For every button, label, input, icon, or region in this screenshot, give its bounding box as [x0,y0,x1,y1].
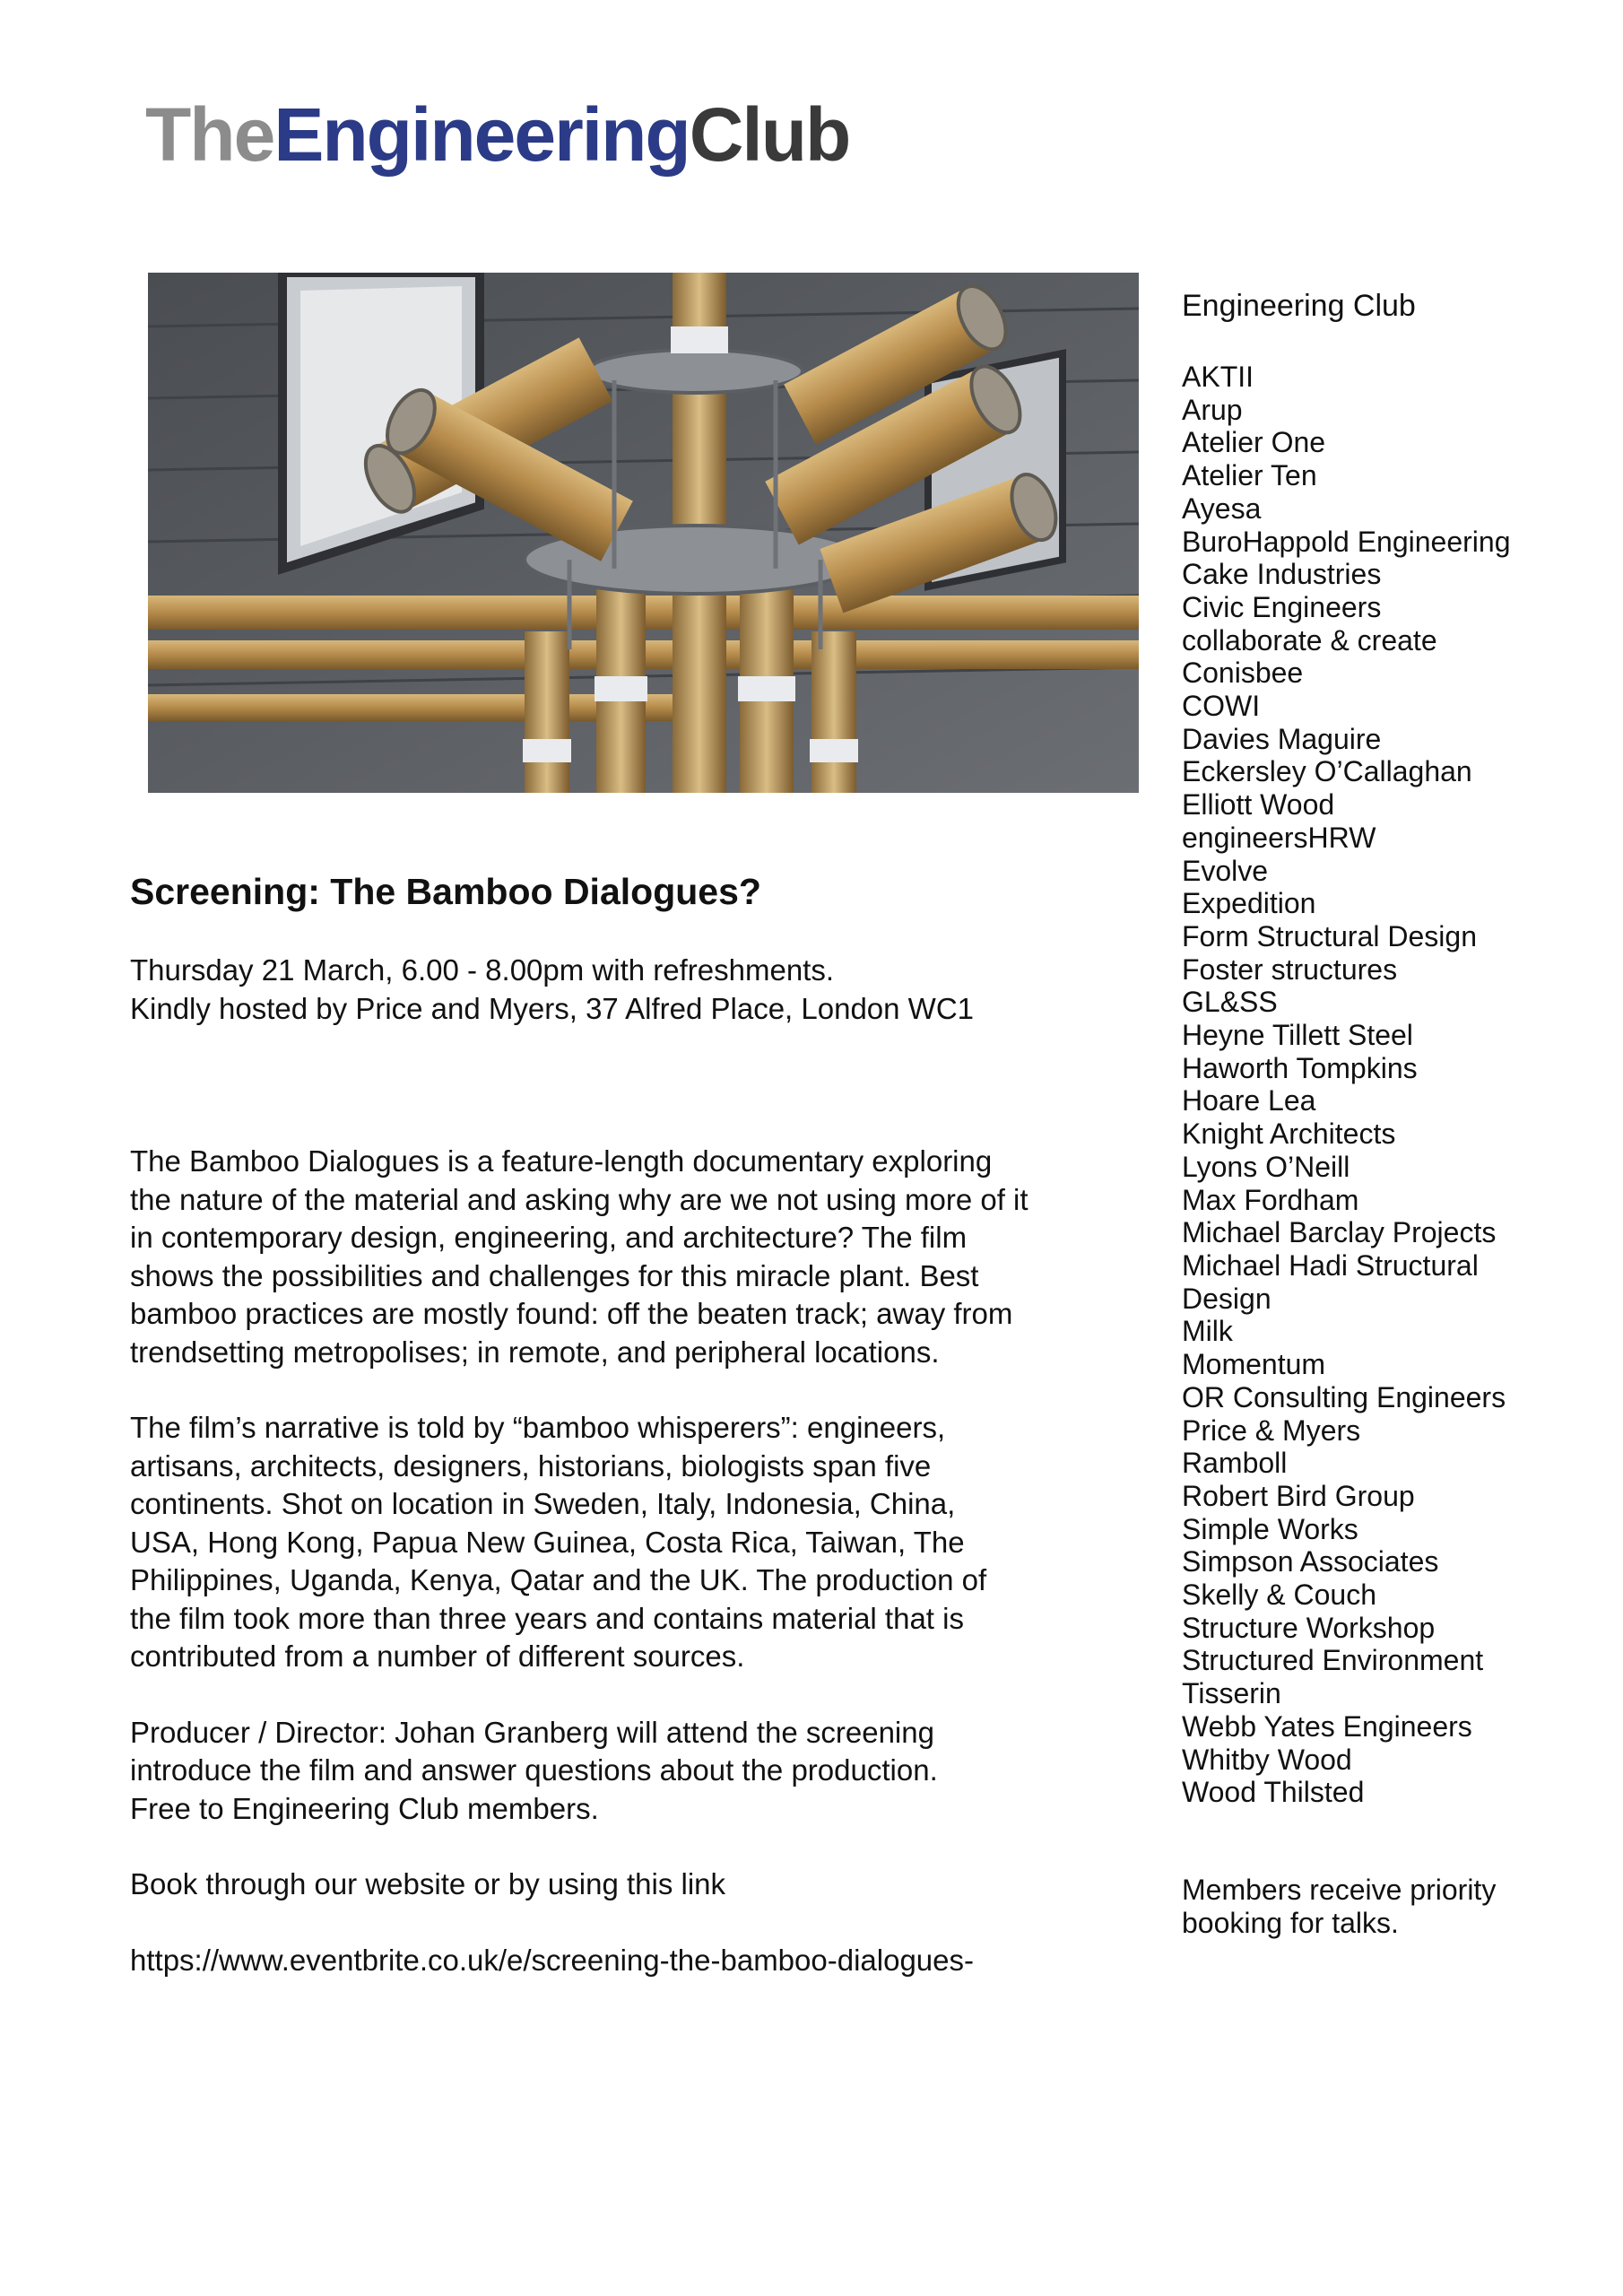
member-item: Heyne Tillett Steel [1182,1019,1413,1052]
booking-text: Book through our website or by using this link [130,1867,726,1901]
member-item: Hoare Lea [1182,1084,1316,1118]
member-item: Form Structural Design [1182,919,1477,952]
member-item: Arup [1182,393,1243,426]
member-item: Webb Yates Engineers [1182,1709,1472,1743]
member-note [1182,1874,1603,1940]
member-item: Momentum [1182,1348,1326,1381]
description-line: artisans, architects, designers, historians, biologists span five [130,1448,932,1483]
member-item: Atelier Ten [1182,459,1317,492]
member-item: Milk [1182,1315,1233,1348]
member-item: Cake Industries [1182,558,1382,591]
member-item: COWI [1182,690,1261,723]
event-date: Thursday 21 March, 6.00 - 8.00pm with refreshments. [130,953,835,987]
event-title: Screening: The Bamboo Dialogues? [130,871,761,912]
member-item: Expedition [1182,887,1316,920]
member-item: Simpson Associates [1182,1545,1439,1578]
bamboo-structure-photo [148,273,1139,793]
description-line: bamboo practices are mostly found: off the beaten track; away from [130,1297,1013,1331]
producer-line: Free to Engineering Club members. [130,1791,599,1825]
member-item: Price & Myers [1182,1413,1361,1447]
member-item: Elliott Wood [1182,788,1335,822]
member-item: Davies Maguire [1182,722,1382,755]
event-details [130,870,1161,1979]
site-logo [145,92,850,177]
member-item: Design [1182,1282,1271,1315]
bamboo-structure-illustration [148,273,1139,793]
description-line: the nature of the material and asking why are we not using more of it [130,1182,1028,1216]
description-line: The Bamboo Dialogues is a feature-length documentary exploring [130,1144,993,1178]
description-line: the film took more than three years and contains material that is [130,1601,964,1635]
member-item: Civic Engineers [1182,590,1382,623]
member-list [1182,361,1603,1809]
description-line: in contemporary design, engineering, and architecture? The film [130,1221,968,1255]
member-item: Evolve [1182,854,1269,887]
logo-part-club: Club [689,92,850,177]
member-item: Structure Workshop [1182,1611,1436,1644]
member-item: Robert Bird Group [1182,1479,1415,1512]
logo-part-the: The [145,92,274,177]
event-host: Kindly hosted by Price and Myers, 37 Alfred Place, London WC1 [130,991,974,1025]
producer-info [130,1714,1161,1829]
member-note-line: Members receive priority [1182,1873,1497,1906]
description-line: Philippines, Uganda, Kenya, Qatar and the UK. The production of [130,1563,987,1597]
description-line: USA, Hong Kong, Papua New Guinea, Costa Rica, Taiwan, The [130,1525,965,1559]
member-item: GL&SS [1182,986,1278,1019]
member-item: Foster structures [1182,952,1398,986]
booking-link[interactable]: https://www.eventbrite.co.uk/e/screening-the-bamboo-dialogues- [130,1943,974,1977]
description-line: contributed from a number of different sources. [130,1639,745,1674]
member-item: Michael Hadi Structural [1182,1248,1479,1282]
producer-line: introduce the film and answer questions about the production. [130,1753,938,1787]
member-item: Michael Barclay Projects [1182,1216,1497,1249]
member-item: Eckersley O’Callaghan [1182,755,1472,788]
description-line: continents. Shot on location in Sweden, Italy, Indonesia, China, [130,1487,956,1521]
member-item: Wood Thilsted [1182,1776,1365,1809]
member-item: OR Consulting Engineers [1182,1380,1506,1413]
description-line: The film’s narrative is told by “bamboo whisperers”: engineers, [130,1411,946,1445]
event-description-1 [130,1143,1161,1371]
member-item: Ramboll [1182,1447,1288,1480]
member-item: BuroHappold Engineering [1182,525,1511,558]
member-item: Atelier One [1182,426,1326,459]
member-item: Simple Works [1182,1512,1358,1545]
member-item: Structured Environment [1182,1644,1484,1677]
member-item: Haworth Tompkins [1182,1051,1418,1084]
event-description-2 [130,1409,1161,1676]
member-item: Whitby Wood [1182,1743,1352,1776]
description-line: shows the possibilities and challenges for this miracle plant. Best [130,1258,979,1292]
member-item: collaborate & create [1182,623,1437,657]
member-item: Skelly & Couch [1182,1578,1376,1612]
member-item: Lyons O’Neill [1182,1150,1350,1183]
member-item: Max Fordham [1182,1183,1359,1216]
members-sidebar [1182,287,1603,1940]
member-item: AKTII [1182,361,1254,393]
sidebar-title: Engineering Club [1182,289,1416,323]
member-item: engineersHRW [1182,821,1376,854]
member-item: Conisbee [1182,657,1304,690]
member-item: Ayesa [1182,491,1262,525]
producer-line: Producer / Director: Johan Granberg will attend the screening [130,1715,934,1749]
member-item: Knight Architects [1182,1118,1396,1151]
member-note-line: booking for talks. [1182,1906,1399,1939]
logo-part-engineering: Engineering [273,92,690,177]
member-item: Tisserin [1182,1677,1281,1710]
description-line: trendsetting metropolises; in remote, and peripheral locations. [130,1335,940,1369]
